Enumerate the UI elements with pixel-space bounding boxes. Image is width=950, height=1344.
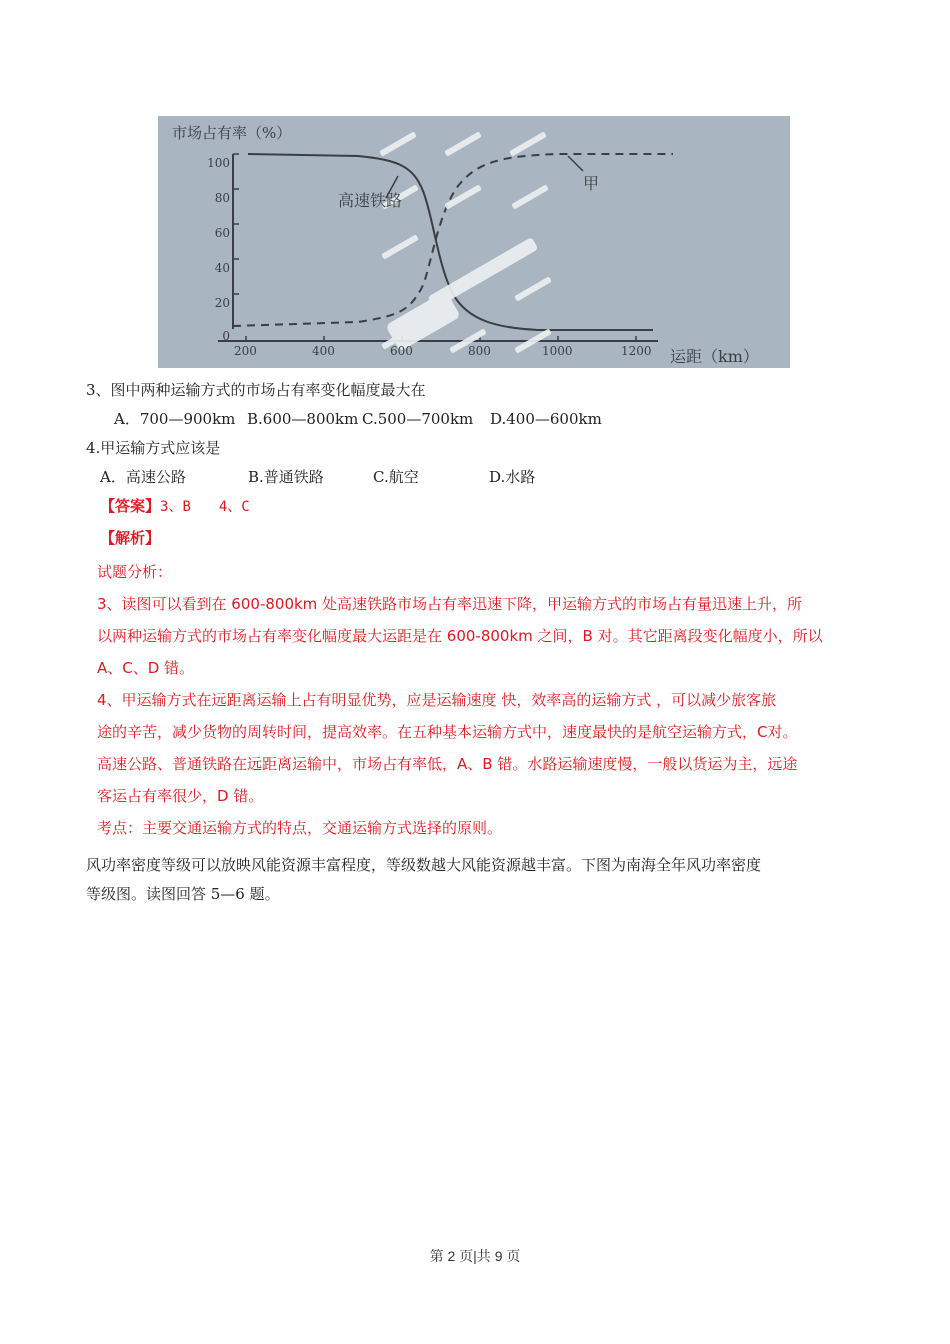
x-tick: 200 bbox=[234, 344, 257, 358]
y-tick: 60 bbox=[214, 226, 230, 240]
analysis-q3-line: 3、读图可以看到在 600-800km 处高速铁路市场占有率迅速下降，甲运输方式的市场占有量迅速上升，所 bbox=[97, 595, 803, 613]
x-tick: 800 bbox=[468, 344, 491, 358]
y-tick: 0 bbox=[222, 329, 230, 343]
q4-option-d: D.水路 bbox=[489, 468, 536, 486]
answer-value: 3、B 4、C bbox=[160, 499, 250, 515]
intro-line: 等级图。读图回答 5—6 题。 bbox=[86, 885, 280, 903]
x-tick: 400 bbox=[312, 344, 335, 358]
q3-option-c: C.500—700km bbox=[362, 410, 474, 428]
chart-y-axis-label: 市场占有率（%） bbox=[172, 124, 292, 142]
y-tick: 40 bbox=[214, 261, 230, 275]
analysis-q4-line: 4、甲运输方式在远距离运输上占有明显优势，应是运输速度 快，效率高的运输方式 ，可以减少旅客旅 bbox=[97, 691, 777, 709]
q3-stem: 3、图中两种运输方式的市场占有率变化幅度最大在 bbox=[86, 381, 426, 399]
analysis-q3-line: A、C、D 错。 bbox=[97, 659, 195, 677]
chart-x-axis-label: 运距（km） bbox=[670, 347, 759, 366]
analysis-heading: 试题分析： bbox=[97, 563, 173, 581]
answer-label: 【答案】 bbox=[100, 497, 161, 515]
market-share-chart bbox=[158, 116, 790, 368]
y-tick: 80 bbox=[214, 191, 230, 205]
q4-option-b: B.普通铁路 bbox=[248, 468, 324, 486]
chart-y-ticks bbox=[198, 146, 230, 351]
q3-option-d: D.400—600km bbox=[490, 410, 602, 428]
answer-line bbox=[100, 496, 250, 517]
label-high-speed-rail: 高速铁路 bbox=[338, 191, 403, 210]
x-tick: 600 bbox=[390, 344, 413, 358]
y-tick: 20 bbox=[214, 296, 230, 310]
analysis-q4-line: 途的辛苦，减少货物的周转时间，提高效率。在五种基本运输方式中，速度最快的是航空运输方式，C对。 bbox=[97, 723, 798, 741]
page-footer: 第 2 页|共 9 页 bbox=[429, 1248, 521, 1264]
analysis-label: 【解析】 bbox=[100, 529, 161, 547]
q4-stem: 4.甲运输方式应该是 bbox=[86, 439, 221, 457]
q4-options bbox=[100, 467, 535, 487]
label-jia: 甲 bbox=[583, 174, 600, 193]
analysis-kaodian: 考点：主要交通运输方式的特点，交通运输方式选择的原则。 bbox=[97, 819, 503, 837]
q4-option-a: A．高速公路 bbox=[100, 468, 186, 486]
y-tick: 100 bbox=[207, 156, 230, 170]
q3-options bbox=[114, 409, 602, 429]
x-tick: 1000 bbox=[542, 344, 573, 358]
intro-line: 风功率密度等级可以放映风能资源丰富程度，等级数越大风能资源越丰富。下图为南海全年风功率密度 bbox=[86, 856, 762, 874]
x-tick: 1200 bbox=[621, 344, 652, 358]
analysis-q4-line: 客运占有率很少，D 错。 bbox=[97, 787, 264, 805]
q3-option-a: A．700—900km bbox=[114, 410, 236, 428]
chart-svg bbox=[158, 116, 790, 368]
q3-option-b: B.600—800km bbox=[247, 410, 359, 428]
analysis-q4-line: 高速公路、普通铁路在远距离运输中，市场占有率低，A、B 错。水路运输速度慢，一般以货运为主，远途 bbox=[97, 755, 798, 773]
q4-option-c: C.航空 bbox=[373, 468, 419, 486]
analysis-q3-line: 以两种运输方式的市场占有率变化幅度最大运距是在 600-800km 之间，B 对。其它距离段变化幅度小，所以 bbox=[97, 627, 823, 645]
